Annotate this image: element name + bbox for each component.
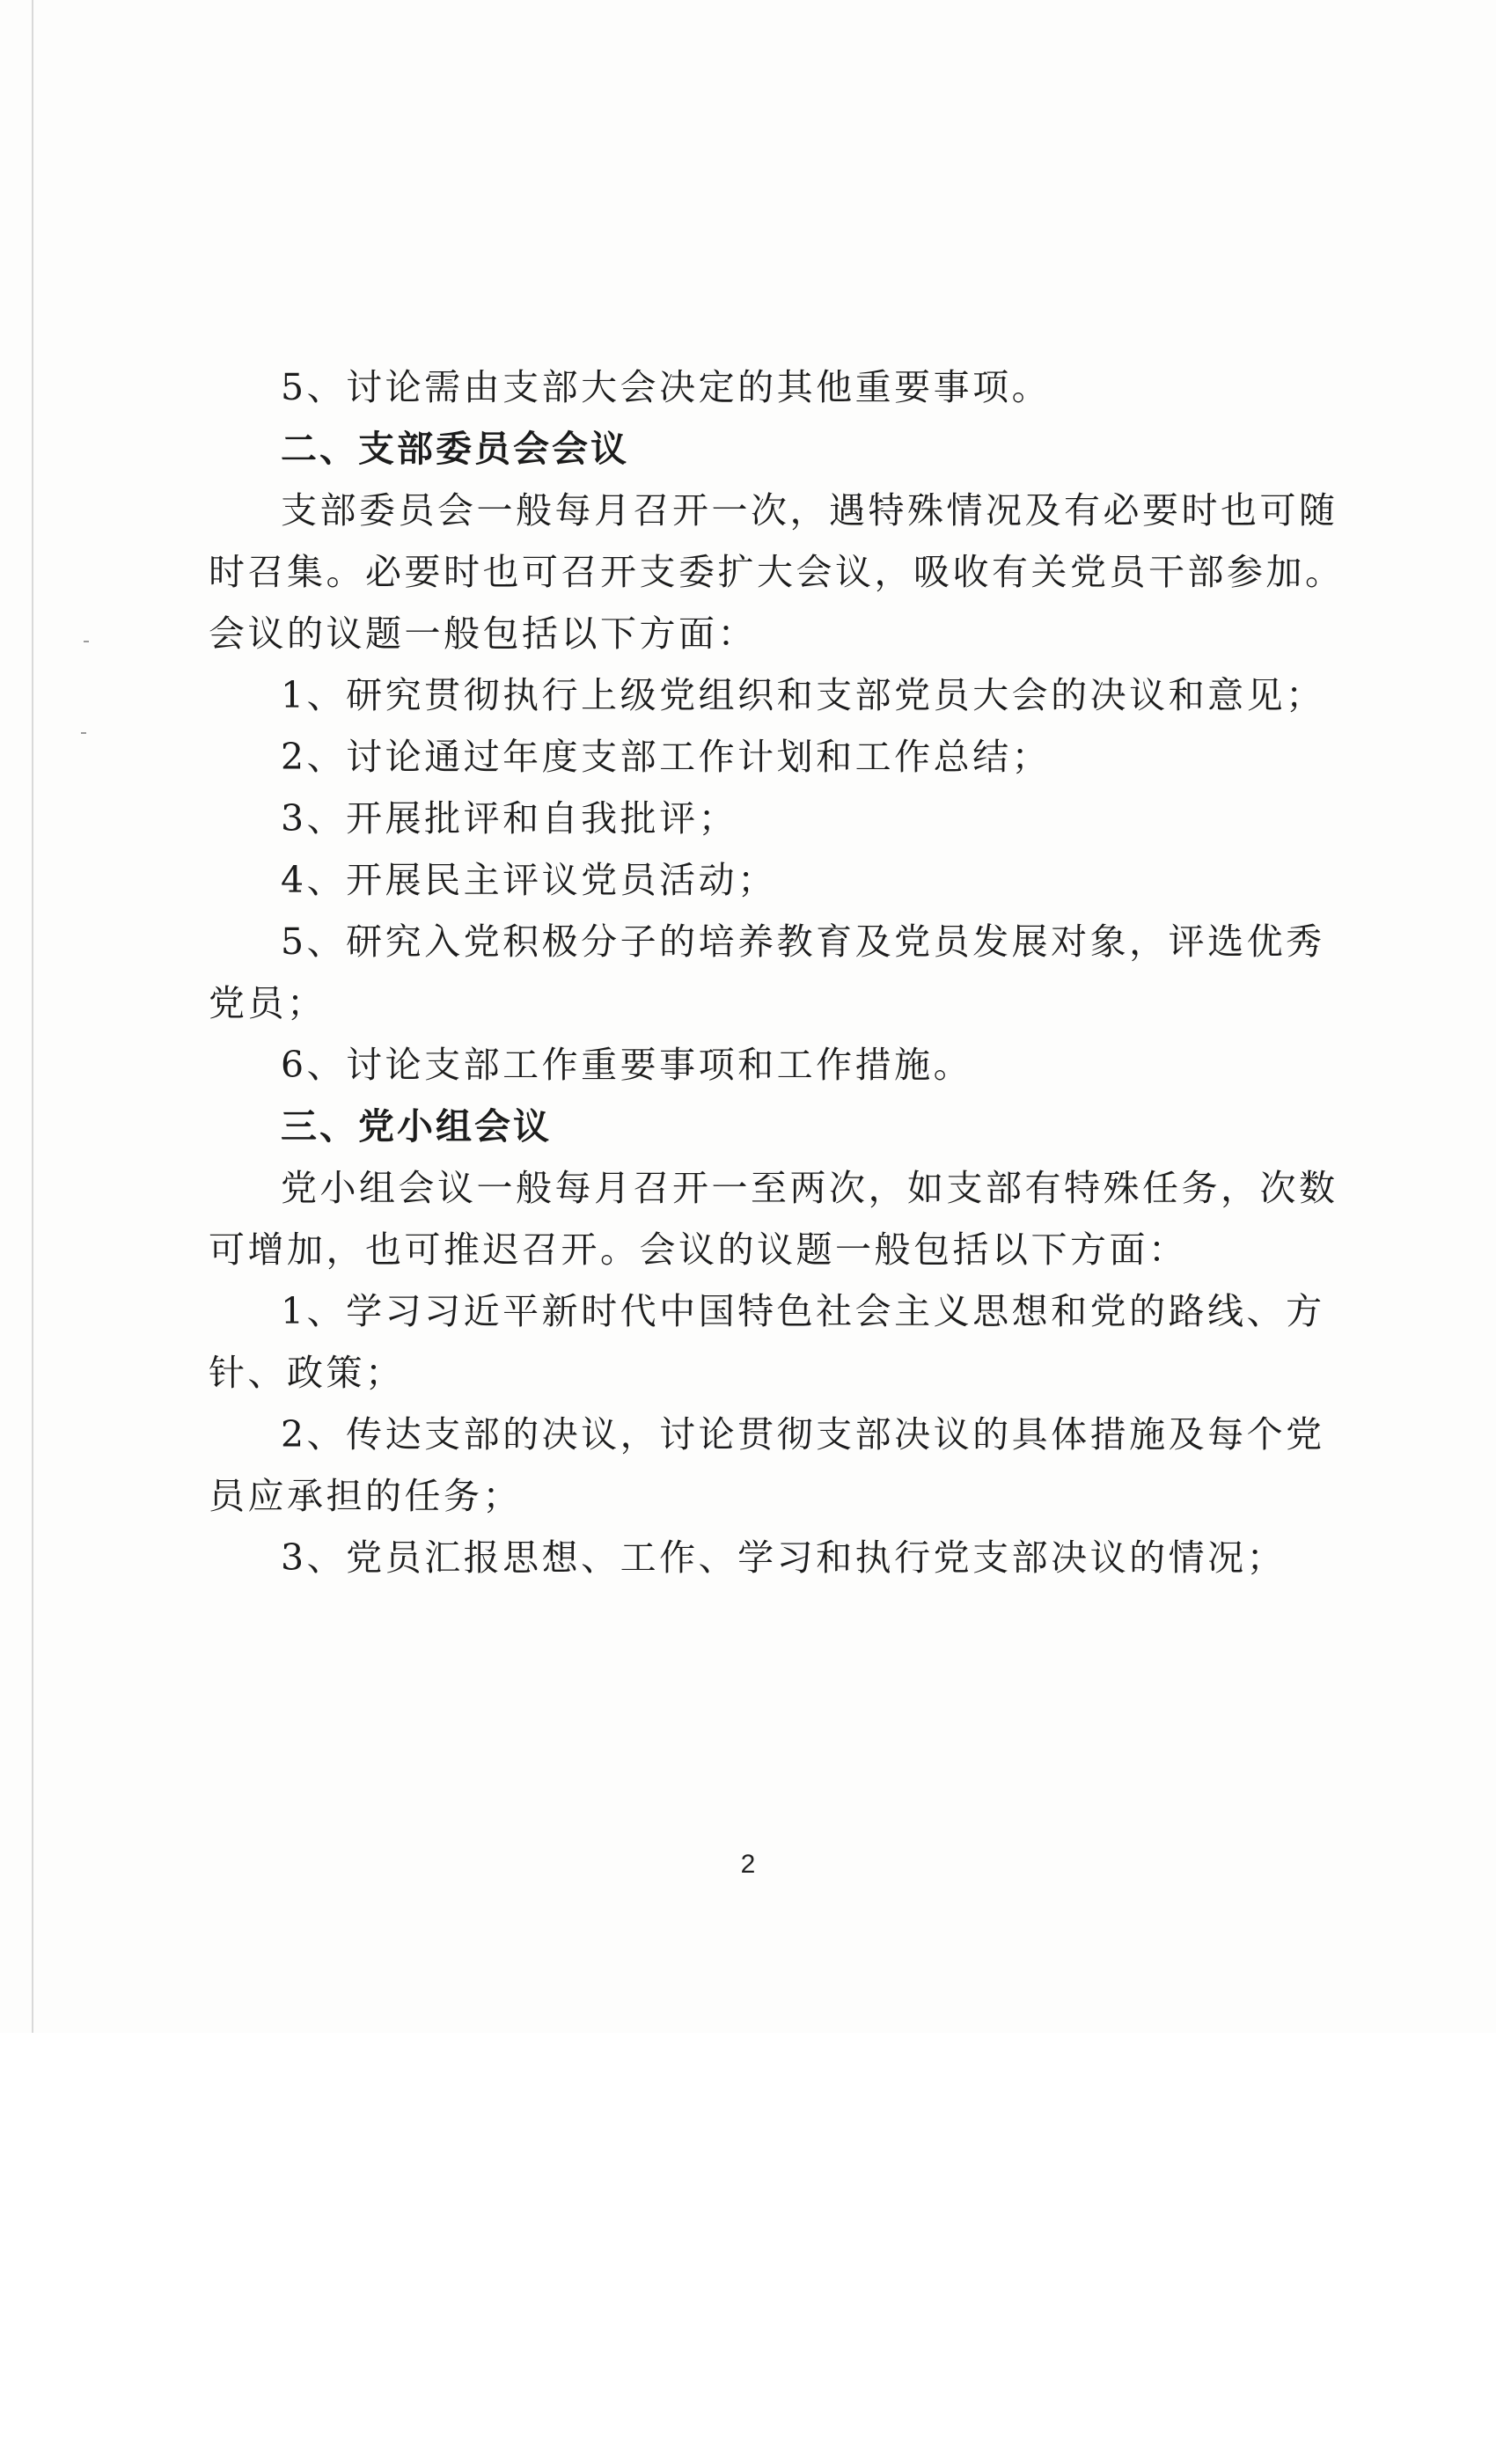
list-item-committee-2: 2、讨论通过年度支部工作计划和工作总结； xyxy=(281,736,1052,778)
scan-speck xyxy=(81,732,86,734)
scan-edge-shadow xyxy=(32,0,33,2033)
list-item-group-1-cont: 针、政策； xyxy=(209,1352,405,1394)
list-item-group-2-cont: 员应承担的任务； xyxy=(209,1475,522,1517)
section-heading-party-group-meeting: 三、党小组会议 xyxy=(281,1105,552,1148)
list-item-committee-4: 4、开展民主评议党员活动； xyxy=(281,859,777,901)
paragraph-committee-line-1: 支部委员会一般每月召开一次，遇特殊情况及有必要时也可随 xyxy=(281,489,1338,532)
page-number: 2 xyxy=(740,1850,756,1879)
document-body xyxy=(209,356,1345,1588)
list-item-committee-5-cont: 党员； xyxy=(209,982,326,1024)
paragraph-group-line-2: 可增加，也可推迟召开。会议的议题一般包括以下方面： xyxy=(209,1228,1188,1271)
list-item-group-2: 2、传达支部的决议，讨论贯彻支部决议的具体措施及每个党 xyxy=(281,1413,1325,1456)
list-item-committee-5: 5、研究入党积极分子的培养教育及党员发展对象，评选优秀 xyxy=(281,920,1325,963)
list-item-committee-3: 3、开展批评和自我批评； xyxy=(281,797,738,840)
section-heading-committee-meeting: 二、支部委员会会议 xyxy=(281,428,629,470)
scan-speck xyxy=(84,641,89,642)
list-item-5-general-meeting: 5、讨论需由支部大会决定的其他重要事项。 xyxy=(281,366,1052,408)
paragraph-committee-line-2: 时召集。必要时也可召开支委扩大会议，吸收有关党员干部参加。 xyxy=(209,551,1345,593)
paragraph-committee-line-3: 会议的议题一般包括以下方面： xyxy=(209,612,757,655)
list-item-committee-1: 1、研究贯彻执行上级党组织和支部党员大会的决议和意见； xyxy=(281,674,1325,716)
list-item-committee-6: 6、讨论支部工作重要事项和工作措施。 xyxy=(281,1044,973,1086)
list-item-group-3: 3、党员汇报思想、工作、学习和执行党支部决议的情况； xyxy=(281,1536,1287,1579)
list-item-group-1: 1、学习习近平新时代中国特色社会主义思想和党的路线、方 xyxy=(281,1290,1325,1332)
paragraph-group-line-1: 党小组会议一般每月召开一至两次，如支部有特殊任务，次数 xyxy=(281,1167,1338,1209)
